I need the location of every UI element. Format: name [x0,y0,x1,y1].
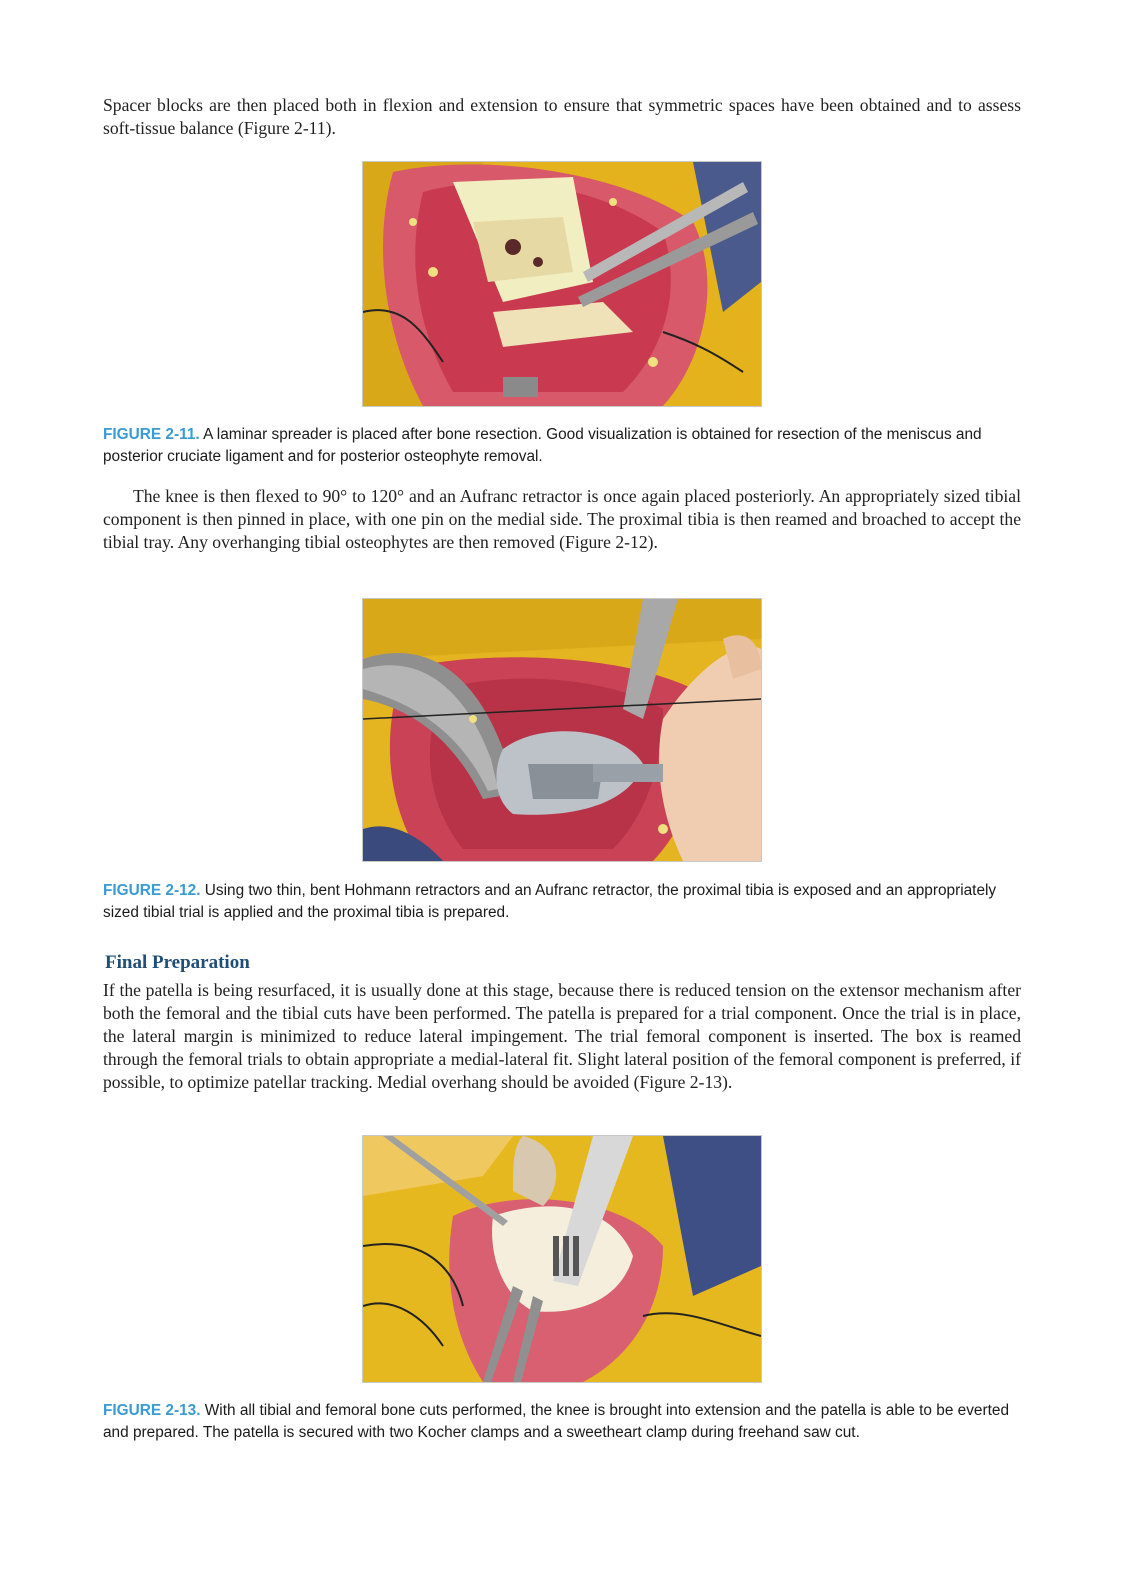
figure-2-12-caption [103,880,1023,924]
paragraph-spacer-blocks: Spacer blocks are then placed both in flexion and extension to ensure that symmetric spaces have been obtained and to assess soft-tissue balance (Figure 2-11). [103,95,1021,138]
figure-2-13-label: FIGURE 2-13. [103,1402,201,1419]
figure-2-11-label: FIGURE 2-11. [103,426,200,443]
figure-2-11-photo [362,161,762,407]
figure-2-13-photo [362,1135,762,1383]
figure-2-12-photo [362,598,762,862]
section-heading-final-preparation: Final Preparation [105,952,250,973]
figure-2-13-caption-text: With all tibial and femoral bone cuts performed, the knee is brought into extension and the patella is able to be everted and prepared. The patella is secured with two Kocher clamps and a sweetheart clamp during freehand saw cut. [103,1402,1009,1441]
figure-2-11-caption-text: A laminar spreader is placed after bone resection. Good visualization is obtained for resection of the meniscus and posterior cruciate ligament and for posterior osteophyte removal. [103,426,982,465]
figure-2-11-caption [103,424,1023,468]
paragraph-knee-flexed: The knee is then flexed to 90° to 120° and an Aufranc retractor is once again placed posteriorly. An appropriately sized tibial component is then pinned in place, with one pin on the medial side. The proximal tibia is then reamed and broached to accept the tibial tray. Any overhanging tibial osteophytes are then removed (Figure 2-12). [103,486,1021,552]
figure-2-13-caption [103,1400,1023,1444]
paragraph-patella-resurfaced: If the patella is being resurfaced, it is usually done at this stage, because there is reduced tension on the extensor mechanism after both the femoral and the tibial cuts have been performed. The patella is prepared for a trial component. Once the trial is in place, the lateral margin is minimized to reduce lateral impingement. The trial femoral component is inserted. The box is reamed through the femoral trials to obtain appropriate a medial-lateral fit. Slight lateral position of the femoral component is preferred, if possible, to optimize patellar tracking. Medial overhang should be avoided (Figure 2-13). [103,980,1021,1092]
figure-2-12-label: FIGURE 2-12. [103,882,201,899]
figure-2-12-caption-text: Using two thin, bent Hohmann retractors and an Aufranc retractor, the proximal tibia is exposed and an appropriately sized tibial trial is applied and the proximal tibia is prepared. [103,882,997,921]
